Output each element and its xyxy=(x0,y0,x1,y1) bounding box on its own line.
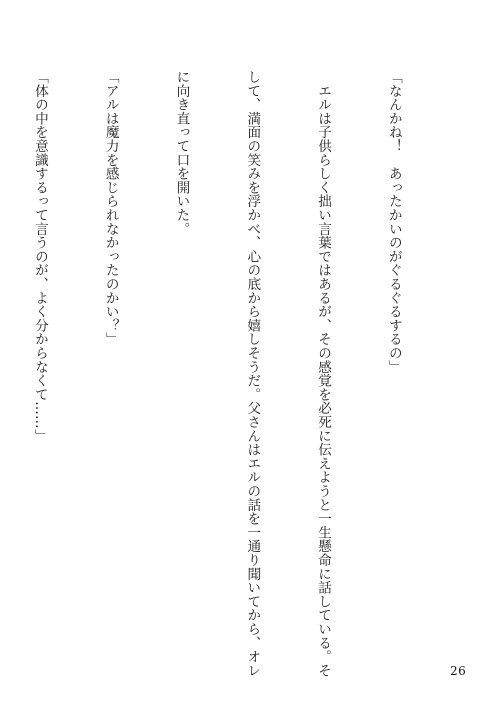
page-number: 26 xyxy=(450,664,467,678)
vertical-text-block xyxy=(0,70,452,678)
text-line: 「なんかね！ あったかいのがぐるぐるするの」 xyxy=(385,70,402,374)
text-line: して、満面の笑みを浮かべ、心の底から嬉しそうだ。父さんはエルの話を一通り聞いてから、オレ xyxy=(244,70,261,678)
text-line: に向き直って口を開いた。 xyxy=(173,70,190,236)
text-line: 「アルは魔力を感じられなかったのかい？」 xyxy=(102,70,119,346)
text-line: 「体の中を意識するって言うのが、よく分からなくて……」 xyxy=(31,70,48,443)
text-line: エルは子供らしく拙い言葉ではあるが、その感覚を必死に伝えようと一生懸命に話している。そ xyxy=(315,70,332,678)
